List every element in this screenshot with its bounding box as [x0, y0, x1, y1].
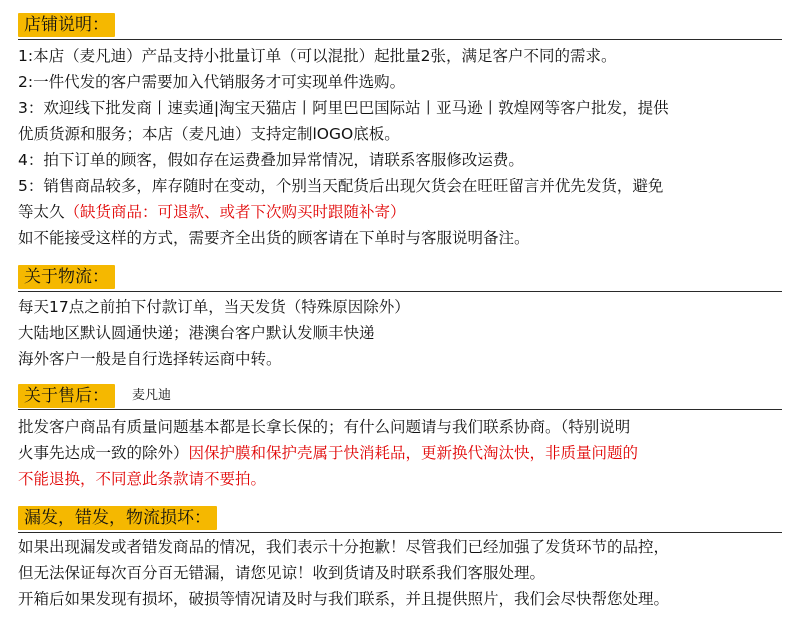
- store-line-6: 5：销售商品较多，库存随时在变动，个别当天配货后出现欠货会在旺旺留言并优先发货，避免: [18, 177, 664, 195]
- aftersale-line-2: [18, 443, 638, 463]
- store-line-5: 4：拍下订单的顾客，假如存在运费叠加异常情况，请联系客服修改运费。: [18, 151, 524, 169]
- section-header-errors: 漏发，错发，物流损坏：: [18, 506, 217, 530]
- section-header-store: 店铺说明：: [18, 13, 115, 37]
- errors-line-2: 但无法保证每次百分百无错漏，请您见谅！收到货请及时联系我们客服处理。: [18, 564, 546, 582]
- aftersale-line-1: 批发客户商品有质量问题基本都是长拿长保的；有什么问题请与我们联系协商。（特别说明: [18, 418, 631, 436]
- store-line-8: 如不能接受这样的方式，需要齐全出货的顾客请在下单时与客服说明备注。: [18, 229, 530, 247]
- logistics-line-2: 大陆地区默认圆通快递；港澳台客户默认发顺丰快递: [18, 324, 375, 342]
- aftersale-line-2-text: 火事先达成一致的除外）: [18, 444, 189, 462]
- store-line-1: 1:本店（麦凡迪）产品支持小批量订单（可以混批）起批量2张，满足客户不同的需求。: [18, 47, 617, 65]
- store-line-2: 2:一件代发的客户需要加入代销服务才可实现单件选购。: [18, 73, 406, 91]
- section-header-aftersale: 关于售后：: [18, 384, 115, 408]
- brand-label: 麦凡迪: [132, 388, 172, 403]
- divider: [18, 532, 782, 533]
- logistics-line-1: 每天17点之前拍下付款订单，当天发货（特殊原因除外）: [18, 298, 410, 316]
- divider: [18, 39, 782, 40]
- logistics-line-3: 海外客户一般是自行选择转运商中转。: [18, 350, 282, 368]
- store-line-7-text: 等太久: [18, 203, 65, 221]
- store-line-3: 3：欢迎线下批发商丨速卖通|淘宝天猫店丨阿里巴巴国际站丨亚马逊丨敦煌网等客户批发，提供: [18, 99, 669, 117]
- divider: [18, 291, 782, 292]
- out-of-stock-note: （缺货商品：可退款、或者下次购买时跟随补寄）: [64, 203, 406, 221]
- divider: [18, 409, 782, 410]
- return-policy-note: 因保护膜和保护壳属于快消耗品，更新换代淘汰快，非质量问题的: [188, 444, 639, 462]
- errors-line-3: 开箱后如果发现有损坏，破损等情况请及时与我们联系，并且提供照片，我们会尽快帮您处理。: [18, 590, 670, 608]
- aftersale-line-3: 不能退换，不同意此条款请不要拍。: [18, 470, 267, 488]
- errors-line-1: 如果出现漏发或者错发商品的情况，我们表示十分抱歉！尽管我们已经加强了发货环节的品控，: [18, 538, 670, 556]
- store-line-7: [18, 202, 406, 222]
- section-header-logistics: 关于物流：: [18, 265, 115, 289]
- store-line-4: 优质货源和服务；本店（麦凡迪）支持定制lOGO底板。: [18, 125, 400, 143]
